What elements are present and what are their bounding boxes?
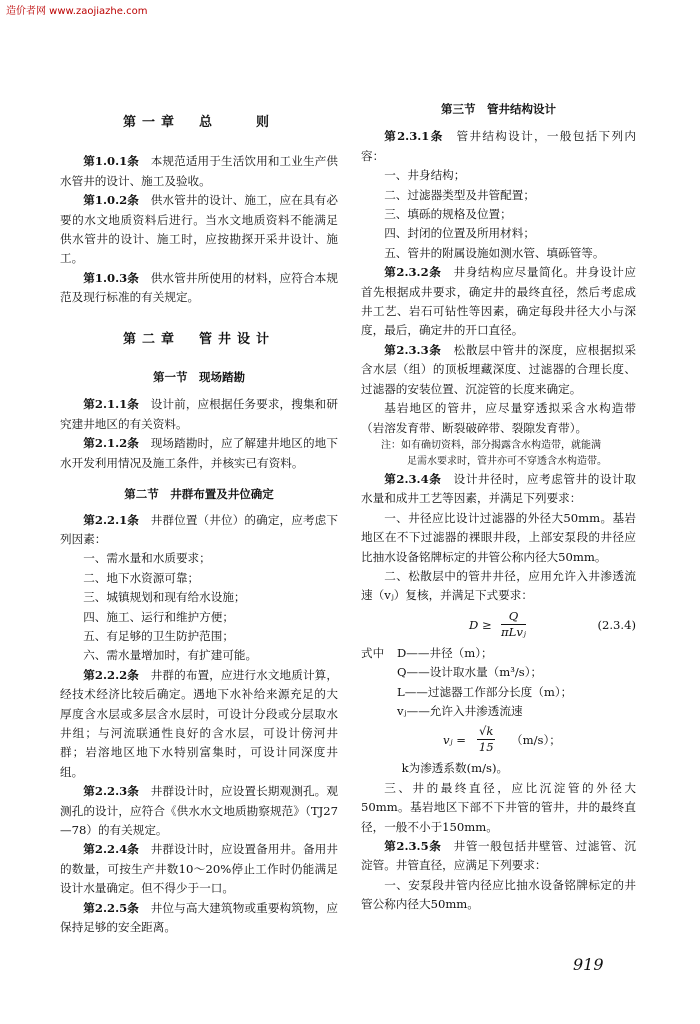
page-number: 919	[573, 955, 604, 974]
article-text: 井群设计时，应设置长期观测孔。观测孔的设计，应符合《供水水文地质勘察规范》（TJ27—78）的有关规定。	[60, 784, 338, 837]
list-item: 一、井径应比设计过滤器的外径大50mm。基岩地区在不下过滤器的裸眼井段，上部安泵段的井径应比抽水设备铭牌标定的井管公称内径大50mm。	[361, 510, 636, 564]
definition-v	[361, 702, 636, 721]
list-item: 一、井身结构；	[384, 168, 466, 183]
right-column	[361, 0, 636, 915]
article-number: 第1.0.2条	[83, 193, 139, 208]
article-number: 第2.2.1条	[83, 512, 139, 527]
definition-text: Q——设计取水量（m³/s）；	[397, 665, 543, 680]
article-text: 供水管井的设计、施工，应在具有必要的水文地质资料后进行。当水文地质资料不能满足供水管井的设计、施工时，应按勘探开采井设计、施工。	[60, 193, 338, 266]
list-item: 五、有足够的卫生防护范围；	[83, 628, 234, 643]
article-2-1-1	[60, 395, 338, 434]
note	[361, 438, 636, 470]
formula-fraction	[477, 724, 495, 755]
where-label: 式中	[361, 645, 385, 660]
article-number: 第2.2.5条	[83, 900, 139, 915]
left-column	[60, 0, 338, 937]
definition-text: L——过滤器工作部分长度（m）；	[397, 684, 573, 699]
article-number: 第1.0.3条	[83, 270, 139, 285]
article-number: 第2.1.1条	[83, 397, 139, 412]
site-watermark[interactable]: 造价者网 www.zaojiazhe.com	[6, 6, 148, 17]
article-text: 供水管井所使用的材料，应符合本规范及现行标准的有关规定。	[60, 270, 338, 305]
article-number: 第2.3.1条	[384, 129, 444, 144]
list-item: 四、施工、运行和维护方便；	[83, 609, 234, 624]
article-number: 第2.3.5条	[384, 839, 442, 853]
list-item: 一、安泵段井管内径应比抽水设备铭牌标定的井管公称内径大50mm。	[361, 877, 636, 912]
list-item: 三、井的最终直径，应比沉淀管的外径大50mm。基岩地区下部不下井管的管井，井的最终直径，一般不小于150mm。	[361, 780, 636, 834]
article-2-3-2	[361, 263, 636, 341]
definition-text: vⱼ——允许入井渗透流速	[397, 703, 523, 718]
article-text: 管井结构设计，一般包括下列内容：	[361, 129, 636, 163]
article-2-2-4	[60, 840, 338, 898]
formula-unit: （m/s）；	[511, 733, 561, 748]
formula-lhs: vⱼ =	[443, 733, 467, 748]
article-2-3-4	[361, 470, 636, 509]
chapter-1-title: 第一章 总 则	[122, 115, 275, 130]
article-2-2-5	[60, 899, 338, 938]
formula-fraction	[501, 609, 526, 640]
note-line: 足需水要求时，管井亦可不穿透含水构造带。	[407, 455, 607, 467]
article-number: 第2.3.2条	[384, 265, 442, 280]
article-text: 设计前，应根据任务要求，搜集和研究建井地区的有关资料。	[60, 397, 338, 431]
list-item: 二、过滤器类型及井管配置；	[384, 187, 535, 202]
formula-number: (2.3.4)	[597, 617, 636, 632]
article-2-3-3	[361, 341, 636, 399]
article-number: 第2.2.3条	[83, 784, 139, 799]
article-1-0-3	[60, 269, 338, 308]
article-2-2-1	[60, 511, 338, 550]
definition-k: k为渗透系数(m/s)。	[401, 761, 509, 776]
list-item: 四、封闭的位置及所用材料；	[384, 226, 535, 241]
article-text: 设计井径时，应考虑管井的设计取水量和成井工艺等因素，并满足下列要求：	[361, 471, 636, 506]
paragraph: 基岩地区的管井，应尽量穿透拟采含水构造带（岩溶发育带、断裂破碎带、裂隙发育带）。	[361, 401, 636, 435]
article-2-3-1	[361, 127, 636, 166]
list-item: 二、地下水资源可靠；	[83, 570, 200, 585]
article-text: 井位与高大建筑物或重要构筑物，应保持足够的安全距离。	[60, 900, 338, 935]
article-number: 第2.3.4条	[384, 471, 442, 486]
list-item: 五、管井的附属设施如测水管、填砾管等。	[384, 245, 605, 260]
section-3-title: 第三节 管井结构设计	[441, 102, 556, 116]
article-text: 井群设计时，应设置备用井。备用井的数量，可按生产井数10～20%停止工作时仍能满足设计水量确定。但不得少于一口。	[60, 842, 338, 896]
article-text: 井管一般包括井壁管、过滤管、沉淀管。井管直径，应满足下列要求：	[361, 839, 636, 873]
article-text: 井群位置（井位）的确定，应考虑下列因素：	[60, 512, 338, 546]
article-text: 井身结构应尽量简化。井身设计应首先根据成井要求，确定井的最终直径，然后考虑成井工艺、岩石可钻性等因素，确定每段井径大小与深度，最后，确定井的开口直径。	[361, 265, 636, 338]
article-number: 第2.3.3条	[384, 342, 442, 357]
section-2-title: 第二节 井群布置及井位确定	[124, 487, 274, 502]
article-number: 第1.0.1条	[83, 154, 139, 169]
section-1-title: 第一节 现场踏勘	[153, 370, 245, 385]
article-text: 井群的布置，应进行水文地质计算，经技术经济比较后确定。遇地下水补给来源充足的大厚度含水层或多层含水层时，可设计分段或分层取水井组；与河流联通性良好的含水层，可设计傍河井群；岩溶地区地下水特别富集时，可设计同深度井组。	[60, 667, 338, 779]
list-item: 三、城镇规划和现有给水设施；	[83, 590, 246, 605]
article-1-0-1	[60, 152, 338, 191]
list-item: 二、松散层中的管井井径，应用允许入井渗透流速（vⱼ）复核，并满足下式要求：	[361, 568, 636, 603]
formula-numerator: √k	[479, 724, 494, 739]
article-text: 松散层中管井的深度，应根据拟采含水层（组）的顶板埋藏深度、过滤器的合理长度、过滤器的安装位置、沉淀管的长度来确定。	[361, 342, 636, 396]
formula-denominator: πLvⱼ	[501, 624, 526, 639]
article-2-1-2	[60, 434, 338, 473]
article-2-3-5	[361, 837, 636, 876]
definition-L	[361, 683, 636, 702]
definition-D	[361, 644, 636, 663]
article-number: 第2.1.2条	[83, 436, 139, 451]
formula-numerator: Q	[501, 609, 526, 625]
list-item: 六、需水量增加时，有扩建可能。	[83, 648, 258, 663]
article-2-2-2	[60, 666, 338, 782]
formula-denominator: 15	[478, 740, 494, 755]
article-text: 本规范适用于生活饮用和工业生产供水管井的设计、施工及验收。	[60, 154, 338, 188]
article-text: 现场踏勘时，应了解建井地区的地下水开发利用情况及施工条件，并核实已有资料。	[60, 436, 338, 470]
article-1-0-2	[60, 191, 338, 269]
definition-Q	[361, 663, 636, 682]
list-item: 一、需水量和水质要求；	[83, 551, 211, 566]
formula-vj	[361, 721, 636, 759]
article-number: 第2.2.2条	[83, 667, 139, 682]
formula-lhs: D ≥	[469, 617, 492, 632]
chapter-2-title: 第二章 管井设计	[122, 331, 275, 347]
list-item: 三、填砾的规格及位置；	[384, 207, 512, 222]
definition-text: D——井径（m）；	[397, 645, 493, 660]
formula-2-3-4	[361, 606, 636, 644]
article-number: 第2.2.4条	[83, 842, 139, 857]
note-line: 注：如有确切资料，部分揭露含水构造带，就能满	[381, 439, 601, 451]
article-2-2-3	[60, 782, 338, 840]
